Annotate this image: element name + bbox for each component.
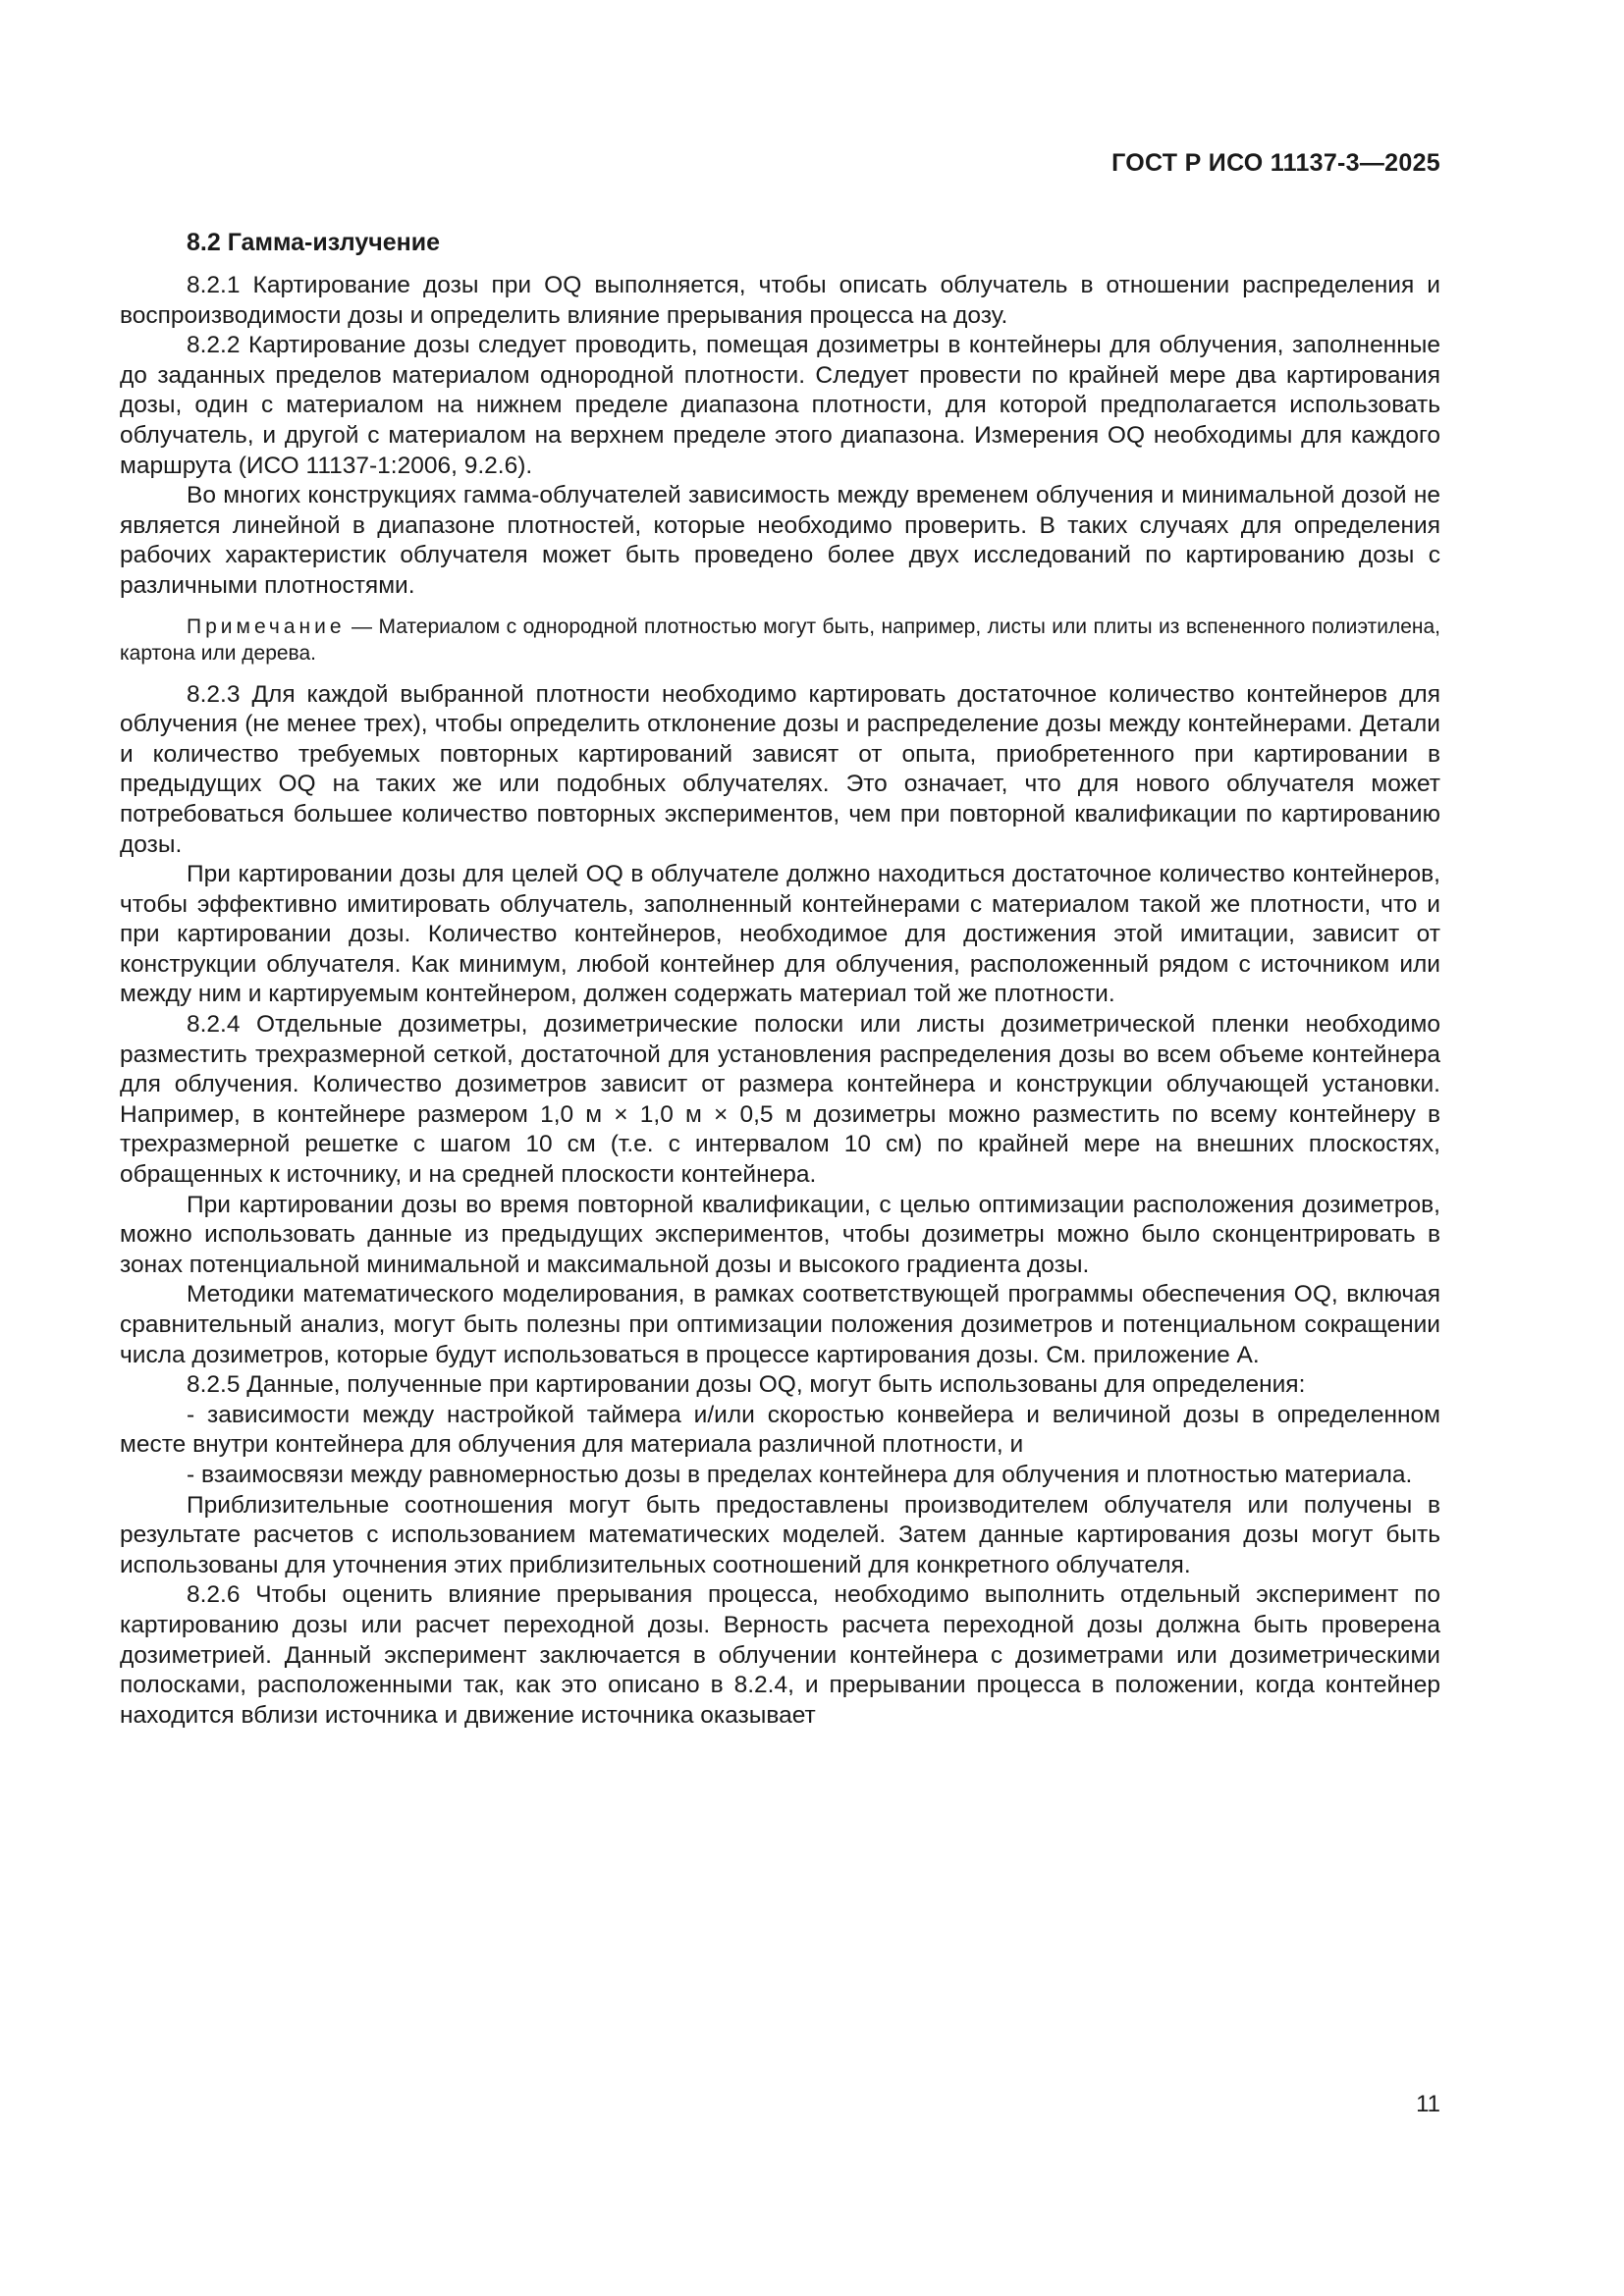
list-item: - зависимости между настройкой таймера и/или скоростью конвейера и величиной дозы в определенном месте внутри контейнера для облучения для материала различной плотности, и (120, 1401, 1440, 1459)
document-code-header: ГОСТ Р ИСО 11137-3—2025 (1111, 149, 1440, 177)
paragraph: 8.2.2 Картирование дозы следует проводить, помещая дозиметры в контейнеры для облучения, заполненные до заданных пределов материалом однородной плотности. Следует провести по крайней мере два картирования дозы, один с материалом на нижнем пределе диапазона плотности, для которой предполагается использовать облучатель, и другой с материалом на верхнем пределе этого диапазона. Измерения OQ необходимы для каждого маршрута (ИСО 11137-1:2006, 9.2.6). (120, 332, 1440, 479)
paragraph: Методики математического моделирования, в рамках соответствующей программы обеспечения OQ, включая сравнительный анализ, могут быть полезны при оптимизации положения дозиметров и потенциальном сокращении числа дозиметров, которые будут использоваться в процессе картирования дозы. См. приложение А. (120, 1281, 1440, 1368)
paragraph: При картировании дозы во время повторной квалификации, с целью оптимизации расположения дозиметров, можно использовать данные из предыдущих экспериментов, чтобы дозиметры можно было сконцентрировать в зонах потенциальной минимальной и максимальной дозы и высокого градиента дозы. (120, 1191, 1440, 1278)
list-item: - взаимосвязи между равномерностью дозы в пределах контейнера для облучения и плотностью материала. (187, 1461, 1413, 1488)
note (120, 614, 1440, 667)
note-label: Примечание (187, 614, 346, 638)
note-text: — Материалом с однородной плотностью могут быть, например, листы или плиты из вспененного полиэтилена, картона или дерева. (120, 614, 1440, 665)
section-title: 8.2 Гамма-излучение (187, 229, 441, 256)
section-body (120, 228, 1440, 1731)
page-number: 11 (1416, 2091, 1440, 2117)
paragraph: При картировании дозы для целей OQ в облучателе должно находиться достаточное количество контейнеров, чтобы эффективно имитировать облучатель, заполненный контейнерами с материалом такой же плотности, что и при картировании дозы. Количество контейнеров, необходимое для достижения этой имитации, зависит от конструкции облучателя. Как минимум, любой контейнер для облучения, расположенный рядом с источником или между ним и картируемым контейнером, должен содержать материал той же плотности. (120, 861, 1440, 1008)
paragraph: 8.2.6 Чтобы оценить влияние прерывания процесса, необходимо выполнить отдельный эксперимент по картированию дозы или расчет переходной дозы. Верность расчета переходной дозы должна быть проверена дозиметрией. Данный эксперимент заключается в облучении контейнера с дозиметрами или дозиметрическими полосками, расположенными так, как это описано в 8.2.4, и прерывании процесса в положении, когда контейнер находится вблизи источника и движение источника оказывает (120, 1581, 1440, 1729)
paragraph: 8.2.3 Для каждой выбранной плотности необходимо картировать достаточное количество контейнеров для облучения (не менее трех), чтобы определить отклонение дозы и распределение дозы между контейнерами. Детали и количество требуемых повторных картирований зависят от опыта, приобретенного при картировании в предыдущих OQ на таких же или подобных облучателях. Это означает, что для нового облучателя может потребоваться большее количество повторных экспериментов, чем при повторной квалификации по картированию дозы. (120, 680, 1440, 858)
paragraph: 8.2.1 Картирование дозы при OQ выполняется, чтобы описать облучатель в отношении распределения и воспроизводимости дозы и определить влияние прерывания процесса на дозу. (120, 272, 1440, 329)
paragraph: 8.2.4 Отдельные дозиметры, дозиметрические полоски или листы дозиметрической пленки необходимо разместить трехразмерной сеткой, достаточной для установления распределения дозы во всем объеме контейнера для облучения. Количество дозиметров зависит от размера контейнера и конструкции облучающей установки. Например, в контейнере размером 1,0 м × 1,0 м × 0,5 м дозиметры можно разместить по всему контейнеру в трехразмерной решетке с шагом 10 см (т.е. с интервалом 10 см) по крайней мере на внешних плоскостях, обращенных к источнику, и на средней плоскости контейнера. (120, 1011, 1440, 1189)
paragraph: Приблизительные соотношения могут быть предоставлены производителем облучателя или получены в результате расчетов с использованием математических моделей. Затем данные картирования дозы могут быть использованы для уточнения этих приблизительных соотношений для конкретного облучателя. (120, 1491, 1440, 1578)
paragraph: 8.2.5 Данные, полученные при картировании дозы OQ, могут быть использованы для определения: (187, 1371, 1306, 1399)
paragraph: Во многих конструкциях гамма-облучателей зависимость между временем облучения и минимальной дозой не является линейной в диапазоне плотностей, которые необходимо проверить. В таких случаях для определения рабочих характеристик облучателя может быть проведено более двух исследований по картированию дозы с различными плотностями. (120, 482, 1440, 599)
